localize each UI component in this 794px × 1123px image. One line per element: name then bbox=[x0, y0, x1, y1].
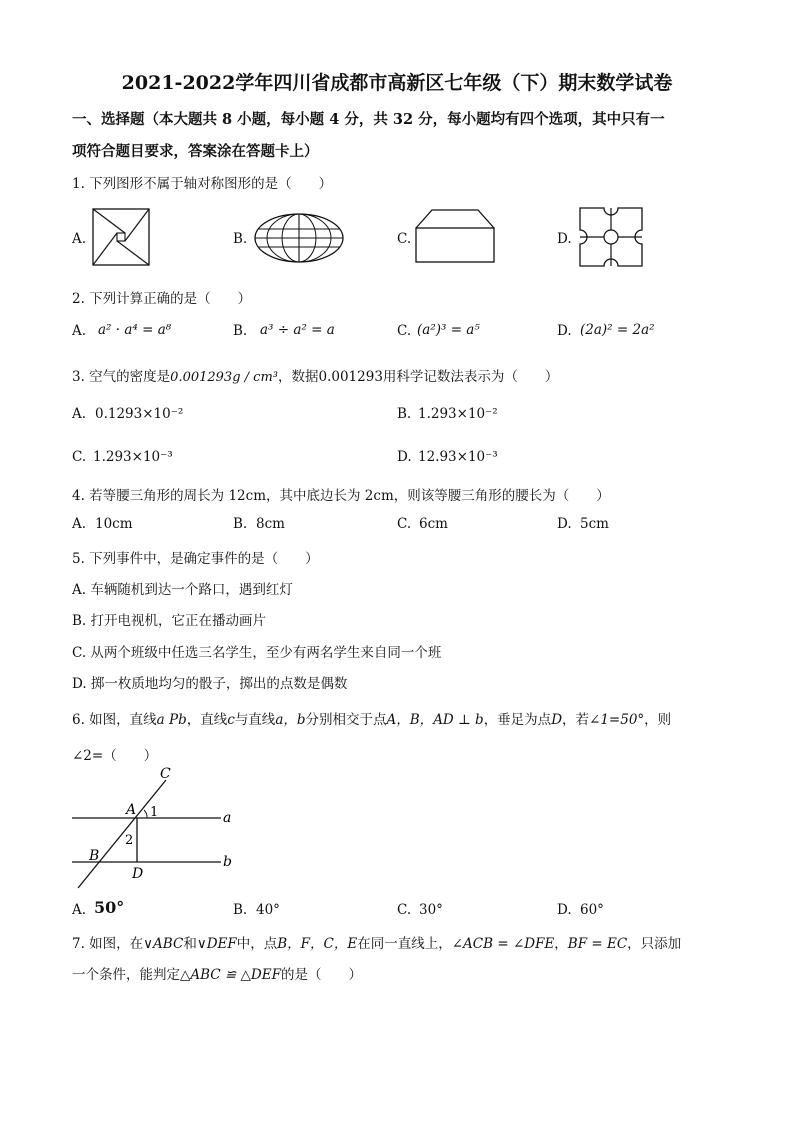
q6-label-line-a: a bbox=[223, 810, 232, 826]
q6-label-line-b: b bbox=[223, 854, 232, 870]
q6-stem-b: a Pb bbox=[156, 712, 187, 728]
q7-l1-a: 7. 如图，在 bbox=[72, 936, 144, 952]
q6-option-d-value: 60° bbox=[580, 902, 604, 918]
q4-option-b-label: B. bbox=[233, 516, 248, 532]
q6-option-a-value: 50° bbox=[94, 898, 125, 917]
q6-stem-a: 6. 如图，直线 bbox=[72, 712, 157, 728]
q7-l1-h: ∠ACB = ∠DFE bbox=[451, 936, 555, 952]
q7-l2-a: 一个条件，能判定 bbox=[72, 967, 180, 983]
q7-l1-i: ， bbox=[554, 936, 568, 952]
q1-figure-b-globe bbox=[253, 212, 345, 264]
q5-option-c: C. 从两个班级中任选三名学生，至少有两名学生来自同一个班 bbox=[72, 645, 442, 661]
q6-label-a-point: A bbox=[126, 802, 137, 818]
q6-stem-d: c bbox=[227, 712, 235, 728]
q4-option-a-value: 10cm bbox=[95, 516, 133, 532]
q6-label-d: D bbox=[132, 866, 144, 882]
q1-figure-a-pinwheel-square bbox=[92, 208, 152, 266]
q3-option-c-label: C. bbox=[72, 449, 87, 465]
q6-stem-g: 分别相交于点 bbox=[305, 712, 387, 728]
q6-option-c-label: C. bbox=[397, 902, 412, 918]
q4-option-d-value: 5cm bbox=[580, 516, 609, 532]
q4-option-c-value: 6cm bbox=[419, 516, 448, 532]
q3-stem-b: 0.001293g / cm³ bbox=[170, 370, 278, 385]
q7-l2-b: △ABC ≌ △DEF bbox=[180, 967, 281, 983]
q6-stem-l: ，若 bbox=[562, 712, 590, 728]
q2-option-a-label: A. bbox=[72, 323, 87, 339]
q6-stem-line1 bbox=[72, 708, 671, 728]
q2-option-b-label: B. bbox=[233, 323, 248, 339]
q4-option-c-label: C. bbox=[397, 516, 412, 532]
q7-l1-c: 和 bbox=[183, 936, 197, 952]
q6-stem-h: A，B， bbox=[386, 712, 434, 728]
q6-label-b-point: B bbox=[89, 848, 100, 864]
q5-option-d: D. 掷一枚质地均匀的骰子，掷出的点数是偶数 bbox=[72, 676, 348, 692]
q7-l2-c: 的是（ ） bbox=[280, 967, 362, 983]
q2-option-b-math: a³ ÷ a² = a bbox=[260, 322, 335, 338]
q1-option-c-label: C. bbox=[397, 231, 412, 247]
q7-l1-j: BF = EC bbox=[567, 936, 628, 952]
section-heading-line1: 一、选择题（本大题共 8 小题，每小题 4 分，共 32 分，每小题均有四个选项，其中只有一 bbox=[72, 111, 665, 128]
q3-stem-d: 0.001293 bbox=[318, 369, 383, 385]
q6-stem-m: ∠1=50° bbox=[589, 712, 645, 728]
q6-stem-k: D bbox=[551, 712, 563, 728]
q3-option-a-math: 0.1293×10⁻² bbox=[95, 406, 184, 422]
q6-stem-c: ，直线 bbox=[186, 712, 228, 728]
q3-option-d-label: D. bbox=[397, 449, 412, 465]
q3-option-c-math: 1.293×10⁻³ bbox=[93, 449, 173, 465]
page-title: 2021-2022学年四川省成都市高新区七年级（下）期末数学试卷 bbox=[121, 72, 673, 94]
q6-stem-f: a，b bbox=[275, 712, 306, 728]
q5-stem: 5. 下列事件中，是确定事件的是（ ） bbox=[72, 551, 319, 567]
q1-option-a-label: A. bbox=[72, 231, 87, 247]
q4-stem: 4. 若等腰三角形的周长为 12cm，其中底边长为 2cm，则该等腰三角形的腰长为（ ） bbox=[72, 488, 610, 504]
q6-option-d-label: D. bbox=[557, 902, 572, 918]
q6-option-c-value: 30° bbox=[419, 902, 443, 918]
q7-l1-b: ∨ABC bbox=[143, 936, 184, 952]
q3-option-a-label: A. bbox=[72, 406, 87, 422]
q7-stem-line2 bbox=[72, 963, 362, 983]
q6-stem-j: ，垂足为点 bbox=[483, 712, 552, 728]
q7-l1-e: 中，点 bbox=[236, 936, 278, 952]
section-heading-line2: 项符合题目要求，答案涂在答题卡上） bbox=[72, 143, 319, 160]
q5-option-b: B. 打开电视机，它正在播动画片 bbox=[72, 613, 267, 629]
q2-stem: 2. 下列计算正确的是（ ） bbox=[72, 291, 252, 307]
q4-option-d-label: D. bbox=[557, 516, 572, 532]
q3-stem-c: ，数据 bbox=[278, 369, 319, 385]
q3-stem bbox=[72, 365, 558, 385]
q2-option-c-label: C. bbox=[397, 323, 412, 339]
q6-option-b-value: 40° bbox=[256, 902, 280, 918]
q7-stem-line1 bbox=[72, 932, 681, 952]
q6-label-angle1: 1 bbox=[150, 805, 159, 820]
q6-label-angle2: 2 bbox=[125, 833, 134, 848]
q3-stem-e: 用科学记数法表示为（ ） bbox=[382, 369, 559, 385]
q6-figure-parallel-lines bbox=[66, 766, 246, 894]
q2-option-d-label: D. bbox=[557, 323, 572, 339]
q1-stem: 1. 下列图形不属于轴对称图形的是（ ） bbox=[72, 176, 333, 192]
q7-l1-d: ∨DEF bbox=[196, 936, 237, 952]
q6-label-c: C bbox=[160, 766, 171, 782]
q6-stem-e: 与直线 bbox=[234, 712, 276, 728]
q2-option-a-math: a² · a⁴ = a⁸ bbox=[98, 322, 172, 338]
q2-option-c-math: (a²)³ = a⁵ bbox=[417, 322, 480, 338]
q7-l1-k: ，只添加 bbox=[627, 936, 682, 952]
q1-figure-c-envelope-shape bbox=[414, 208, 496, 264]
q6-stem-n: ，则 bbox=[644, 712, 672, 728]
q1-option-d-label: D. bbox=[557, 231, 572, 247]
q4-option-b-value: 8cm bbox=[256, 516, 285, 532]
q5-option-a: A. 车辆随机到达一个路口，遇到红灯 bbox=[72, 582, 293, 598]
q7-l1-f: B，F，C，E bbox=[277, 936, 358, 952]
q3-option-b-math: 1.293×10⁻² bbox=[418, 406, 498, 422]
q3-option-b-label: B. bbox=[397, 406, 412, 422]
q3-stem-a: 3. 空气的密度是 bbox=[72, 369, 171, 385]
q1-option-b-label: B. bbox=[233, 231, 248, 247]
q3-option-d-math: 12.93×10⁻³ bbox=[418, 449, 498, 465]
q1-figure-d-four-rounded-squares bbox=[576, 204, 646, 270]
q2-option-d-math: (2a)² = 2a² bbox=[580, 322, 655, 338]
q6-stem-line2: ∠2=（ ） bbox=[72, 748, 158, 764]
q7-l1-g: 在同一直线上， bbox=[357, 936, 452, 952]
q6-option-b-label: B. bbox=[233, 902, 248, 918]
q4-option-a-label: A. bbox=[72, 516, 87, 532]
q6-option-a-label: A. bbox=[72, 902, 87, 918]
q6-stem-i: AD ⊥ b bbox=[433, 712, 484, 728]
